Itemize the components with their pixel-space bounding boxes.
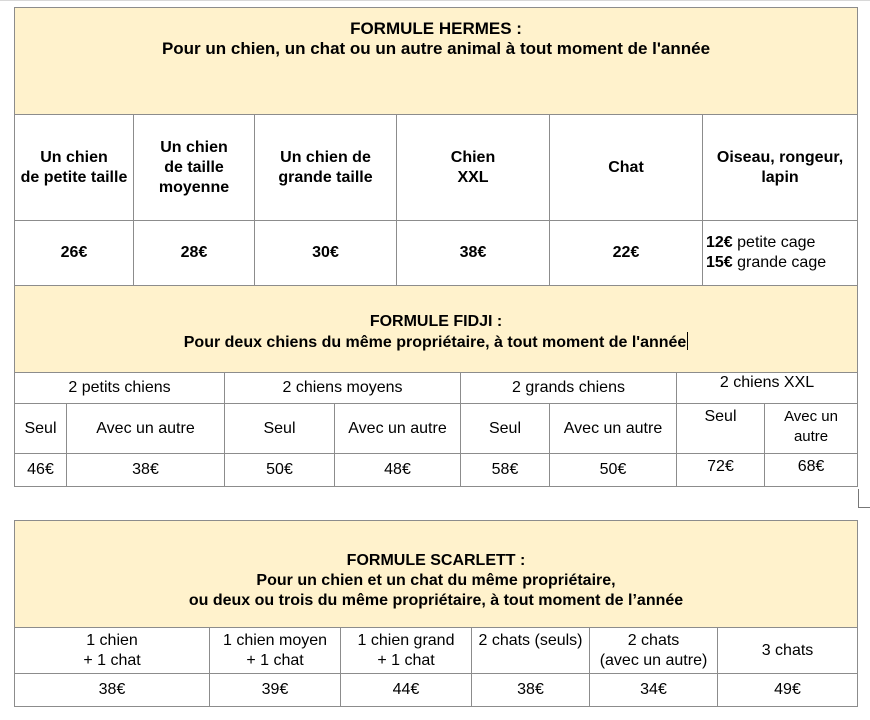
scarlett-col-1: 1 chien + 1 chat <box>15 628 210 674</box>
scarlett-header <box>15 521 858 628</box>
fidji-subtitle: Pour deux chiens du même propriétaire, à tout moment de l'année <box>183 333 687 351</box>
fidji-medium-alone: Seul <box>225 404 335 454</box>
fidji-group-small: 2 petits chiens <box>15 373 225 404</box>
hermes-title: FORMULE HERMES : <box>350 19 522 38</box>
scarlett-title: FORMULE SCARLETT : <box>346 552 526 569</box>
hermes-col-cat: Chat <box>550 115 703 221</box>
page-top-border <box>0 0 870 7</box>
scarlett-price-5: 34€ <box>590 674 718 707</box>
fidji-price-small-with: 38€ <box>67 454 225 487</box>
hermes-price-cat: 22€ <box>550 221 703 286</box>
hermes-col-large: Un chien de grande taille <box>255 115 397 221</box>
hermes-price-cage <box>703 221 858 286</box>
text-cursor <box>687 332 688 350</box>
fidji-group-xxl: 2 chiens XXL <box>677 373 858 404</box>
scarlett-col-3: 1 chien grand + 1 chat <box>341 628 472 674</box>
scarlett-col-4: 2 chats (seuls) <box>472 628 590 674</box>
hermes-price-medium: 28€ <box>134 221 255 286</box>
scarlett-price-2: 39€ <box>210 674 341 707</box>
scarlett-price-3: 44€ <box>341 674 472 707</box>
fidji-title: FORMULE FIDJI : <box>369 312 503 330</box>
cage-small: 12€ petite cage <box>706 234 816 251</box>
fidji-medium-with: Avec un autre <box>335 404 461 454</box>
fidji-price-xxl-with: 68€ <box>765 454 858 487</box>
fidji-small-with: Avec un autre <box>67 404 225 454</box>
hermes-price-xxl: 38€ <box>397 221 550 286</box>
fidji-price-small-alone: 46€ <box>15 454 67 487</box>
fidji-xxl-with: Avec un autre <box>765 404 858 454</box>
fidji-price-large-alone: 58€ <box>461 454 550 487</box>
fidji-group-large: 2 grands chiens <box>461 373 677 404</box>
scarlett-price-6: 49€ <box>718 674 858 707</box>
scarlett-col-5: 2 chats (avec un autre) <box>590 628 718 674</box>
hermes-price-small: 26€ <box>15 221 134 286</box>
fidji-large-alone: Seul <box>461 404 550 454</box>
scarlett-col-6: 3 chats <box>718 628 858 674</box>
table-end-marker <box>858 489 870 508</box>
hermes-header <box>15 8 858 115</box>
hermes-table <box>14 7 858 286</box>
hermes-col-other: Oiseau, rongeur, lapin <box>703 115 858 221</box>
fidji-price-large-with: 50€ <box>550 454 677 487</box>
hermes-col-xxl: Chien XXL <box>397 115 550 221</box>
fidji-price-medium-alone: 50€ <box>225 454 335 487</box>
scarlett-subtitle-2: ou deux ou trois du même propriétaire, à tout moment de l’année <box>188 592 684 609</box>
fidji-price-medium-with: 48€ <box>335 454 461 487</box>
scarlett-price-4: 38€ <box>472 674 590 707</box>
hermes-subtitle: Pour un chien, un chat ou un autre animal à tout moment de l'année <box>161 39 711 58</box>
fidji-header <box>15 286 858 373</box>
scarlett-table <box>14 520 858 707</box>
fidji-large-with: Avec un autre <box>550 404 677 454</box>
fidji-price-xxl-alone: 72€ <box>677 454 765 487</box>
fidji-group-medium: 2 chiens moyens <box>225 373 461 404</box>
hermes-price-large: 30€ <box>255 221 397 286</box>
hermes-col-small: Un chien de petite taille <box>15 115 134 221</box>
scarlett-subtitle-1: Pour un chien et un chat du même propriétaire, <box>256 572 616 589</box>
fidji-small-alone: Seul <box>15 404 67 454</box>
fidji-table <box>14 285 858 487</box>
hermes-col-medium: Un chien de taille moyenne <box>134 115 255 221</box>
scarlett-price-1: 38€ <box>15 674 210 707</box>
fidji-xxl-alone: Seul <box>677 404 765 454</box>
cage-large: 15€ grande cage <box>706 254 827 271</box>
scarlett-col-2: 1 chien moyen + 1 chat <box>210 628 341 674</box>
